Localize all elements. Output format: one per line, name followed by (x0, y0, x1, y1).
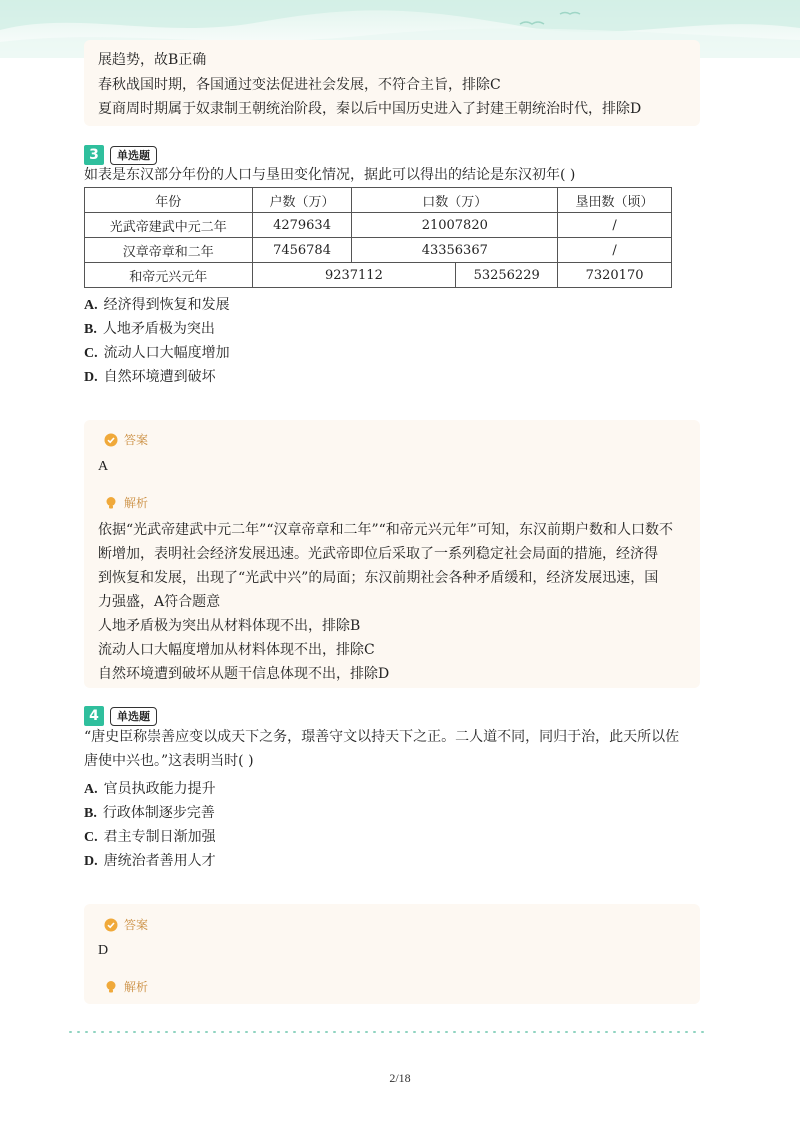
table-cell: / (558, 238, 672, 263)
question-number-badge: 3 (84, 145, 104, 165)
question-type-badge: 单选题 (110, 146, 157, 165)
option-text: 自然环境遭到破坏 (103, 369, 216, 385)
analysis-line: 自然环境遭到破坏从题干信息体现不出，排除D (98, 666, 390, 682)
option-letter: B. (84, 322, 97, 337)
lightbulb-icon (104, 980, 118, 994)
analysis-tag (104, 978, 148, 995)
table-header-cell: 户数（万） (252, 188, 352, 213)
answer-value: A (98, 459, 109, 474)
option-a[interactable] (84, 778, 216, 801)
option-letter: A. (84, 782, 98, 797)
option-text: 君主专制日渐加强 (103, 829, 216, 845)
answer-analysis-block (84, 904, 700, 1004)
option-letter: C. (84, 830, 98, 845)
lightbulb-icon (104, 496, 118, 510)
option-letter: D. (84, 854, 98, 869)
option-text: 唐统治者善用人才 (103, 853, 216, 869)
table-cell: / (558, 213, 672, 238)
table-header-cell: 口数（万） (352, 188, 558, 213)
option-b[interactable] (84, 318, 215, 341)
question-3-header (84, 145, 157, 165)
option-d[interactable] (84, 850, 216, 873)
analysis-line: 人地矛盾极为突出从材料体现不出，排除B (98, 618, 361, 634)
analysis-line: 力强盛，A符合题意 (98, 594, 221, 610)
analysis-line: 流动人口大幅度增加从材料体现不出，排除C (98, 642, 375, 658)
option-letter: D. (84, 370, 98, 385)
option-letter: C. (84, 346, 98, 361)
table-cell: 和帝元兴元年 (85, 263, 253, 288)
option-c[interactable] (84, 826, 216, 849)
table-row (85, 263, 672, 288)
option-letter: A. (84, 298, 98, 313)
option-a[interactable] (84, 294, 230, 317)
table-row (85, 238, 672, 263)
question-type-badge: 单选题 (110, 707, 157, 726)
question-number-badge: 4 (84, 706, 104, 726)
table-cell: 汉章帝章和二年 (85, 238, 253, 263)
analysis-label: 解析 (124, 980, 149, 994)
check-icon (104, 918, 118, 932)
question-4-header (84, 706, 157, 726)
option-b[interactable] (84, 802, 215, 825)
answer-tag (104, 431, 148, 448)
option-text: 经济得到恢复和发展 (103, 297, 230, 313)
table-cell: 9237112 (252, 263, 456, 288)
option-text: 行政体制逐步完善 (102, 805, 215, 821)
answer-label: 答案 (124, 918, 149, 932)
question-3-stem: 如表是东汉部分年份的人口与垦田变化情况，据此可以得出的结论是东汉初年( ) (84, 167, 576, 183)
table-row (85, 213, 672, 238)
question-4-stem-line: “唐史臣称崇善应变以成天下之务，璟善守文以持天下之正。二人道不同，同归于治，此天所以佐 (84, 729, 680, 745)
table-cell: 7320170 (558, 263, 672, 288)
table-cell: 43356367 (352, 238, 558, 263)
prev-analysis-line: 夏商周时期属于奴隶制王朝统治阶段，秦以后中国历史进入了封建王朝统治时代，排除D (98, 101, 642, 117)
answer-tag (104, 916, 148, 933)
table-header-cell: 年份 (85, 188, 253, 213)
analysis-line: 依据“光武帝建武中元二年”“汉章帝章和二年”“和帝元兴元年”可知，东汉前期户数和人口数不 (98, 522, 673, 538)
analysis-line: 到恢复和发展，出现了“光武中兴”的局面；东汉前期社会各种矛盾缓和，经济发展迅速，国 (98, 570, 659, 586)
question-4-stem-line: 唐使中兴也。”这表明当时( ) (84, 753, 254, 769)
analysis-label: 解析 (124, 496, 149, 510)
option-text: 官员执政能力提升 (103, 781, 216, 797)
answer-value: D (98, 943, 109, 958)
prev-analysis-line: 展趋势，故B正确 (98, 52, 207, 68)
option-letter: B. (84, 806, 97, 821)
analysis-line: 断增加，表明社会经济发展迅速。光武帝即位后采取了一系列稳定社会局面的措施，经济得 (98, 546, 658, 562)
table-cell: 4279634 (252, 213, 352, 238)
table-header-row (85, 188, 672, 213)
answer-label: 答案 (124, 433, 149, 447)
option-text: 流动人口大幅度增加 (103, 345, 230, 361)
option-d[interactable] (84, 366, 216, 389)
table-cell: 53256229 (456, 263, 558, 288)
table-cell: 光武帝建武中元二年 (85, 213, 253, 238)
table-cell: 7456784 (252, 238, 352, 263)
footer-divider (68, 1030, 712, 1034)
check-icon (104, 433, 118, 447)
table-cell: 21007820 (352, 213, 558, 238)
option-text: 人地矛盾极为突出 (102, 321, 215, 337)
prev-analysis-line: 春秋战国时期，各国通过变法促进社会发展，不符合主旨，排除C (98, 77, 501, 93)
population-table (84, 187, 672, 288)
option-c[interactable] (84, 342, 230, 365)
table-header-cell: 垦田数（顷） (558, 188, 672, 213)
page-number: 2/18 (389, 1071, 411, 1085)
analysis-tag (104, 494, 148, 511)
